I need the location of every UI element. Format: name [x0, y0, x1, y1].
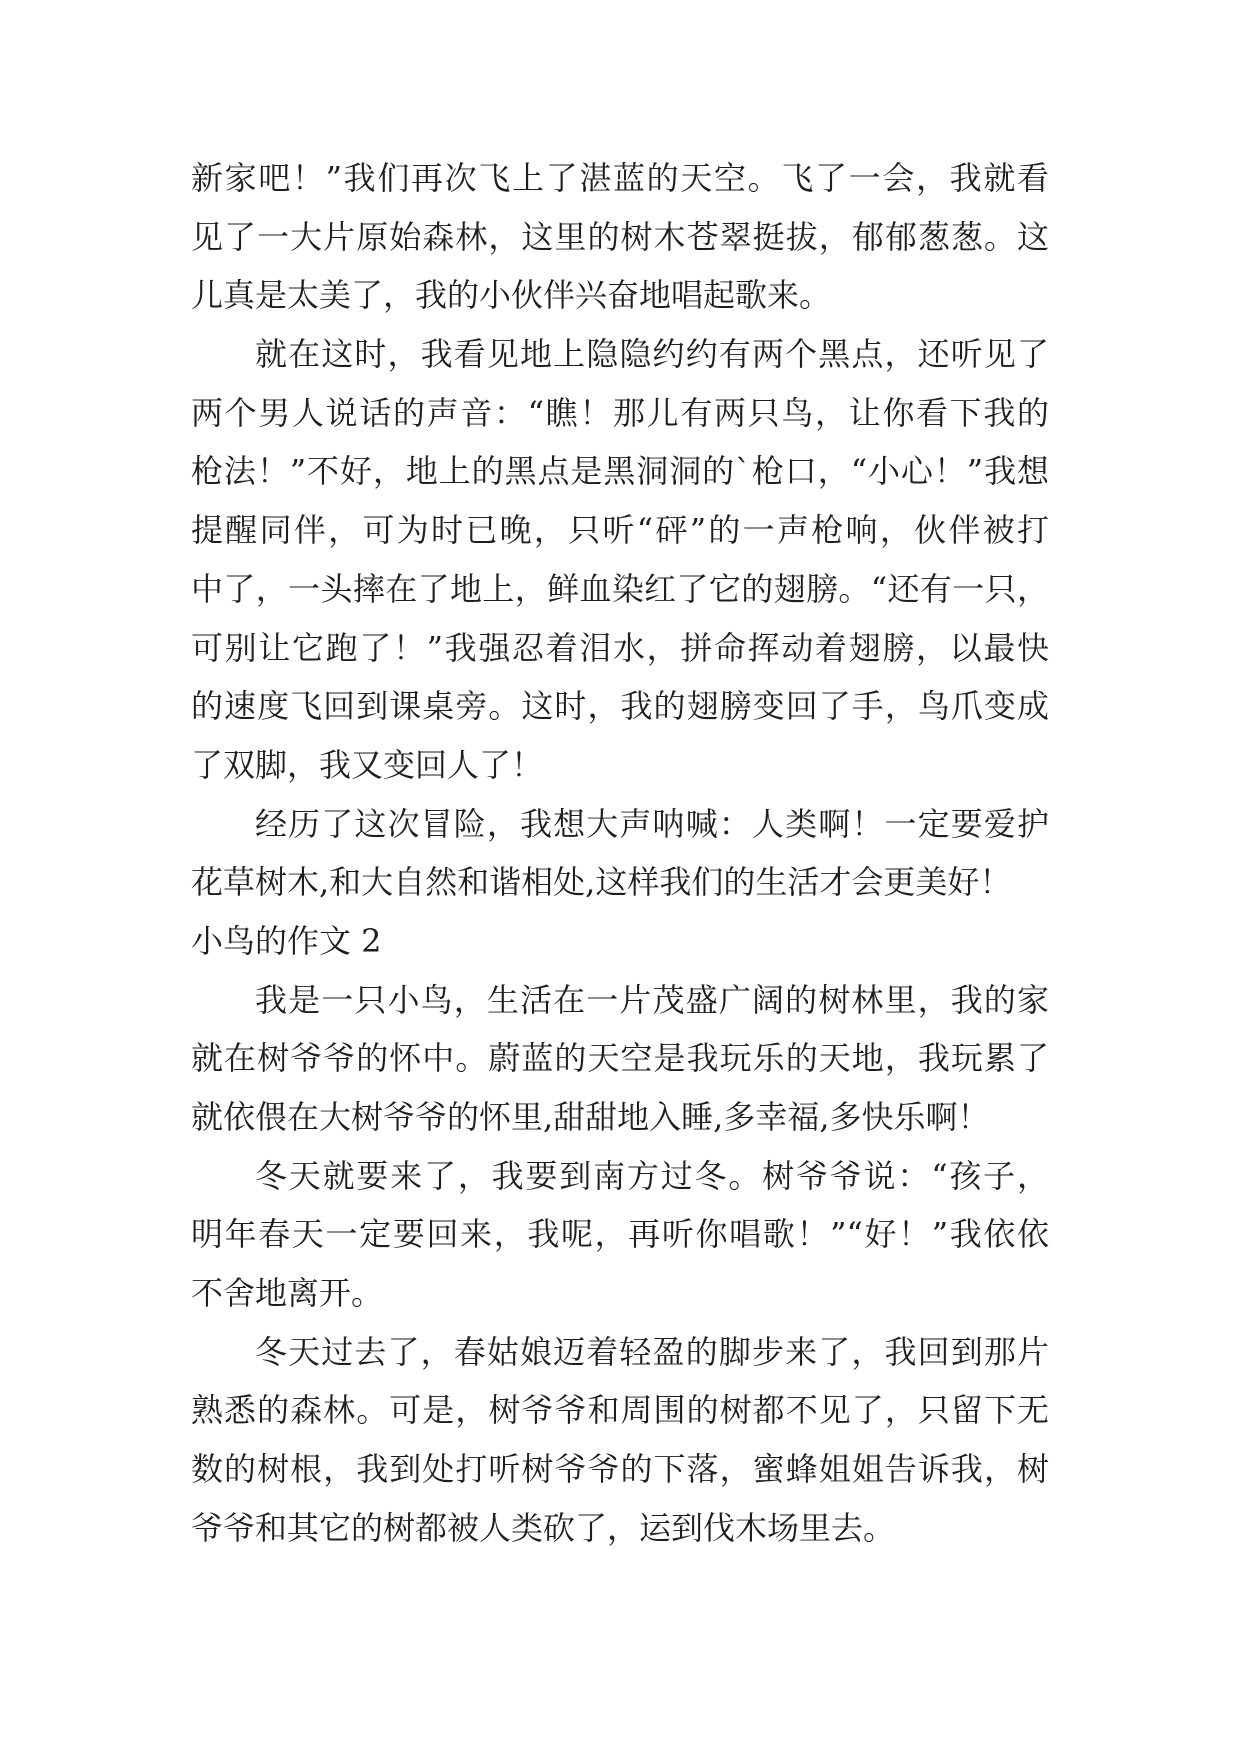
text-line: 明年春天一定要回来，我呢，再听你唱歌！”“好！”我依依 [191, 1215, 1049, 1254]
section-title-text: 小鸟的作文 2 [191, 921, 382, 960]
text-line: 熟悉的森林。可是，树爷爷和周围的树都不见了，只留下无 [191, 1391, 1049, 1430]
section-title [191, 912, 1049, 971]
text-line: 两个男人说话的声音：“瞧！那儿有两只鸟，让你看下我的 [191, 393, 1049, 432]
paragraph [191, 795, 1049, 912]
text-line: 见了一大片原始森林，这里的树木苍翠挺拔，郁郁葱葱。这 [191, 217, 1049, 256]
text-line: 就在这时，我看见地上隐隐约约有两个黑点，还听见了 [255, 335, 1049, 374]
paragraph [191, 325, 1049, 795]
text-line: 冬天就要来了，我要到南方过冬。树爷爷说：“孩子， [255, 1156, 1049, 1195]
text-line: 冬天过去了，春姑娘迈着轻盈的脚步来了，我回到那片 [255, 1332, 1049, 1371]
text-line: 我是一只小鸟，生活在一片茂盛广阔的树林里，我的家 [255, 980, 1049, 1019]
text-line: 数的树根，我到处打听树爷爷的下落，蜜蜂姐姐告诉我，树 [191, 1450, 1049, 1489]
text-line: 经历了这次冒险，我想大声呐喊：人类啊！一定要爱护 [255, 804, 1049, 843]
text-line: 可别让它跑了！”我强忍着泪水，拼命挥动着翅膀，以最快 [191, 628, 1049, 667]
paragraph [191, 971, 1049, 1147]
paragraph [191, 1323, 1049, 1558]
text-line: 花草树木,和大自然和谐相处,这样我们的生活才会更美好！ [191, 863, 1012, 902]
text-line: 提醒同伴，可为时已晚，只听“砰”的一声枪响，伙伴被打 [191, 511, 1049, 550]
text-line: 新家吧！”我们再次飞上了湛蓝的天空。飞了一会，我就看 [191, 159, 1049, 197]
document-body [191, 149, 1049, 1558]
text-line: 枪法！”不好，地上的黑点是黑洞洞的`枪口，“小心！”我想 [191, 452, 1049, 491]
text-line: 了双脚，我又变回人了！ [191, 745, 544, 784]
paragraph [191, 149, 1049, 325]
text-line: 就依偎在大树爷爷的怀里,甜甜地入睡,多幸福,多快乐啊！ [191, 1098, 990, 1136]
text-line: 爷爷和其它的树都被人类砍了，运到伐木场里去。 [191, 1508, 896, 1547]
paragraph [191, 1147, 1049, 1323]
text-line: 的速度飞回到课桌旁。这时，我的翅膀变回了手，鸟爪变成 [191, 687, 1049, 726]
text-line: 中了，一头摔在了地上，鲜血染红了它的翅膀。“还有一只， [191, 569, 1049, 608]
text-line: 儿真是太美了，我的小伙伴兴奋地唱起歌来。 [191, 276, 832, 315]
text-line: 就在树爷爷的怀中。蔚蓝的天空是我玩乐的天地，我玩累了 [191, 1039, 1049, 1078]
text-line: 不舍地离开。 [191, 1274, 384, 1313]
